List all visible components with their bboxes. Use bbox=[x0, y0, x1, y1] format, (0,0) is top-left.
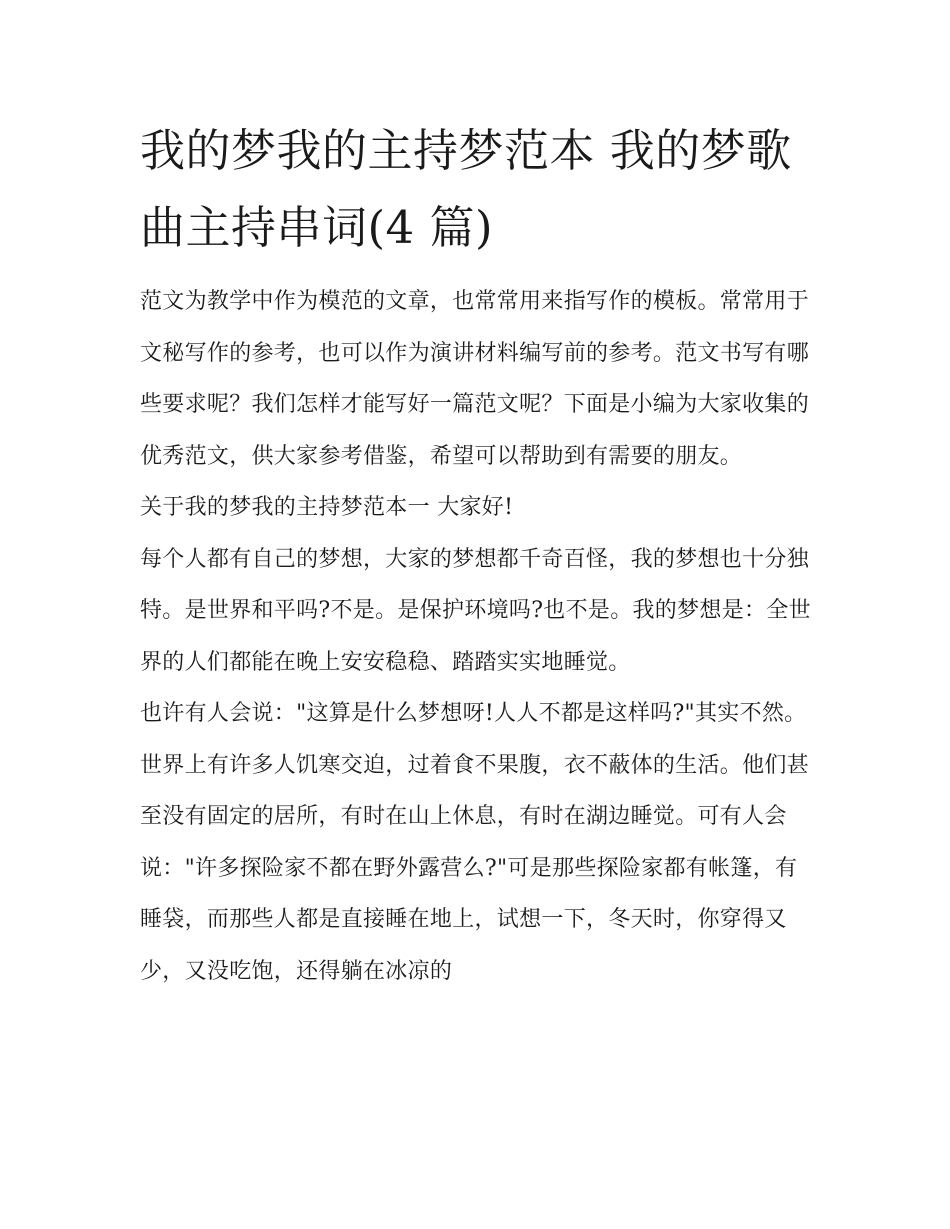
document-body bbox=[140, 112, 812, 997]
paragraph-explanation: 也许有人会说："这算是什么梦想呀!人人不都是这样吗?"其实不然。世界上有许多人饥寒交迫，过着食不果腹，衣不蔽体的生活。他们甚至没有固定的居所，有时在山上休息，有时在湖边睡觉。可有人会说："许多探险家不都在野外露营么?"可是那些探险家都有帐篷，有睡袋，而那些人都是直接睡在地上，试想一下，冬天时，你穿得又少，又没吃饱，还得躺在冰凉的 bbox=[140, 701, 810, 984]
paragraph-dream: 每个人都有自己的梦想，大家的梦想都千奇百怪，我的梦想也十分独特。是世界和平吗?不是。是保护环境吗?也不是。我的梦想是：全世界的人们都能在晚上安安稳稳、踏踏实实地睡觉。 bbox=[140, 546, 811, 675]
paragraph-intro: 范文为教学中作为模范的文章，也常常用来指写作的模板。常常用于文秘写作的参考，也可以作为演讲材料编写前的参考。范文书写有哪些要求呢？我们怎样才能写好一篇范文呢？下面是小编为大家收集的优秀范文，供大家参考借鉴，希望可以帮助到有需要的朋友。 bbox=[140, 289, 810, 469]
document-title: 我的梦我的主持梦范本 我的梦歌曲主持串词(4 篇) bbox=[140, 124, 792, 254]
paragraph-greeting: 关于我的梦我的主持梦范本一 大家好! bbox=[140, 495, 514, 520]
